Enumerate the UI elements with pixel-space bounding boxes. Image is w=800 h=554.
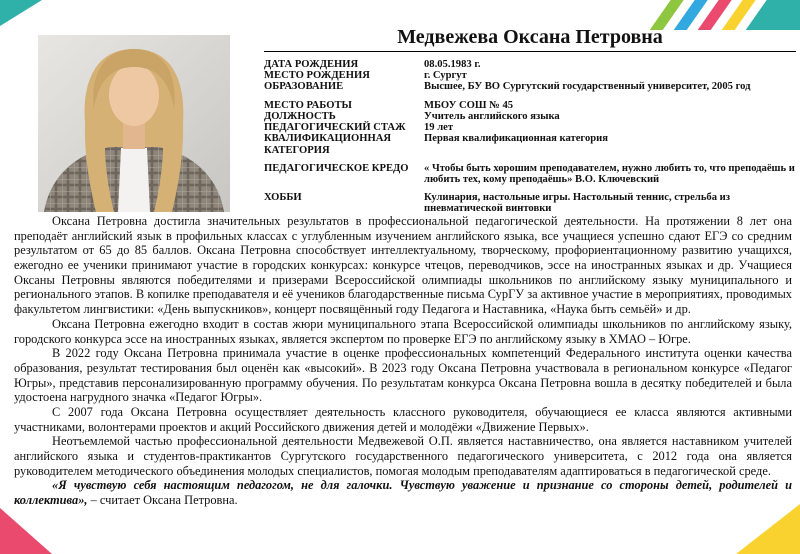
- field-label: МЕСТО РАБОТЫ: [264, 99, 352, 111]
- field-value: 19 лет: [424, 122, 454, 134]
- field-value: « Чтобы быть хорошим преподавателем, нужно любить то, что преподаёшь и любить тех, кому преподаёшь» В.О. Ключевский: [424, 162, 795, 185]
- profile-photo: [38, 35, 230, 212]
- biography-text: [14, 214, 792, 508]
- profile-field-group: [264, 100, 796, 156]
- quote-text: «Я чувствую себя настоящим педагогом, не для галочки. Чувствую уважение и признание со стороны детей, родителей и коллектива»,: [14, 478, 792, 508]
- closing-quote: [14, 478, 792, 507]
- field-label: ХОББИ: [264, 192, 302, 204]
- quote-attribution: – считает Оксана Петровна.: [87, 493, 238, 508]
- field-label: ДОЛЖНОСТЬ: [264, 110, 336, 122]
- biography-paragraph: С 2007 года Оксана Петровна осуществляет деятельность классного руководителя, обучающиеся ее класса являются активными участниками, волонтерами проектов и акций Российского движения детей и молодёжи «Движение Первых».: [14, 404, 792, 434]
- biography-paragraph: Оксана Петровна ежегодно входит в состав жюри муниципального этапа Всероссийской олимпиады школьников по английскому языку, городского конкурса эссе на иностранных языках, является экспертом по проверке ЕГЭ по английскому языку в ХМАО – Югре.: [14, 316, 792, 346]
- profile-fields: [264, 59, 796, 215]
- page-title: Медвежева Оксана Петровна: [397, 26, 663, 48]
- biography-paragraph: В 2022 году Оксана Петровна принимала участие в оценке профессиональных компетенций Федерального института оценки качества образования, результат тестирования был оценён как «высокий». В 2023 году Оксана Петровна участвовала в региональном конкурсе «Педагог Югры», представив персонализированную программу обучения. По результатам конкурса Оксана Петровна вошла в десятку победителей и была удостоена нагрудного значка «Педагог Югры».: [14, 346, 792, 405]
- corner-decoration-bottom-right: [736, 504, 800, 554]
- profile-field-row: [264, 163, 796, 185]
- field-label: КВАЛИФИКАЦИОННАЯ КАТЕГОРИЯ: [264, 133, 392, 156]
- profile-field-row: [264, 192, 796, 214]
- profile-field-row: [264, 122, 796, 133]
- field-label: МЕСТО РОЖДЕНИЯ: [264, 70, 370, 82]
- field-label: ПЕДАГОГИЧЕСКИЙ СТАЖ: [264, 122, 406, 134]
- field-value: МБОУ СОШ № 45: [424, 99, 514, 111]
- biography-paragraph: Неотъемлемой частью профессиональной деятельности Медвежевой О.П. является наставничество, она является наставником учителей английского языка и студентов-практикантов Сургутского государственного педагогического университета, с 2012 года она является руководителем методического объединения молодых специалистов, помогая молодым преподавателям адаптироваться в педагогической среде.: [14, 434, 792, 478]
- field-value: Учитель английского языка: [424, 110, 560, 122]
- profile-field-row: [264, 70, 796, 81]
- corner-decoration-top-left: [0, 0, 42, 26]
- field-value: 08.05.1983 г.: [424, 59, 481, 70]
- corner-decoration-bottom-left: [0, 508, 52, 554]
- profile-field-row: [264, 100, 796, 111]
- profile-field-row: [264, 133, 796, 155]
- profile-field-row: [264, 59, 796, 70]
- field-value: г. Сургут: [424, 70, 467, 82]
- profile-field-group: [264, 192, 796, 214]
- field-value: Первая квалификационная категория: [424, 133, 608, 145]
- field-label: ДАТА РОЖДЕНИЯ: [264, 59, 359, 70]
- field-value: Кулинария, настольные игры. Настольный теннис, стрельба из пневматической винтовки: [424, 192, 731, 215]
- biography-paragraph: Оксана Петровна достигла значительных результатов в профессиональной педагогической деятельности. На протяжении 8 лет она преподаёт английский язык в профильных классах с углубленным изучением английского языка, все учащиеся успешно сдают ЕГЭ со средним результатом от 65 до 85 баллов. Оксана Петровна способствует интеллектуальному, творческому, профориентационному развитию учащихся, ежегодно ее ученики принимают участие в городских конкурсах: конкурсе чтецов, переводчиков, эссе на иностранных языках и др. Учащиеся Оксаны Петровны являются победителями и призерами Всероссийской олимпиады школьников по английскому языку муниципального и регионального этапов. В копилке преподавателя и её учеников благодарственные письма СурГУ за активное участие в мероприятиях, проводимых факультетом лингвистики: «День выпускников», концерт посвящённый году Педагога и Наставника, «Наука быть семьёй» и др.: [14, 214, 792, 317]
- field-value: Высшее, БУ ВО Сургутский государственный университет, 2005 год: [424, 81, 751, 93]
- field-label: ОБРАЗОВАНИЕ: [264, 81, 344, 93]
- profile-header: [264, 26, 796, 215]
- biography-paragraphs: [14, 214, 792, 478]
- field-label: ПЕДАГОГИЧЕСКОЕ КРЕДО: [264, 162, 409, 174]
- profile-field-group: [264, 163, 796, 185]
- profile-field-row: [264, 81, 796, 92]
- portrait-illustration: [38, 35, 230, 212]
- profile-field-row: [264, 111, 796, 122]
- title-underline: [264, 51, 796, 52]
- profile-field-group: [264, 59, 796, 93]
